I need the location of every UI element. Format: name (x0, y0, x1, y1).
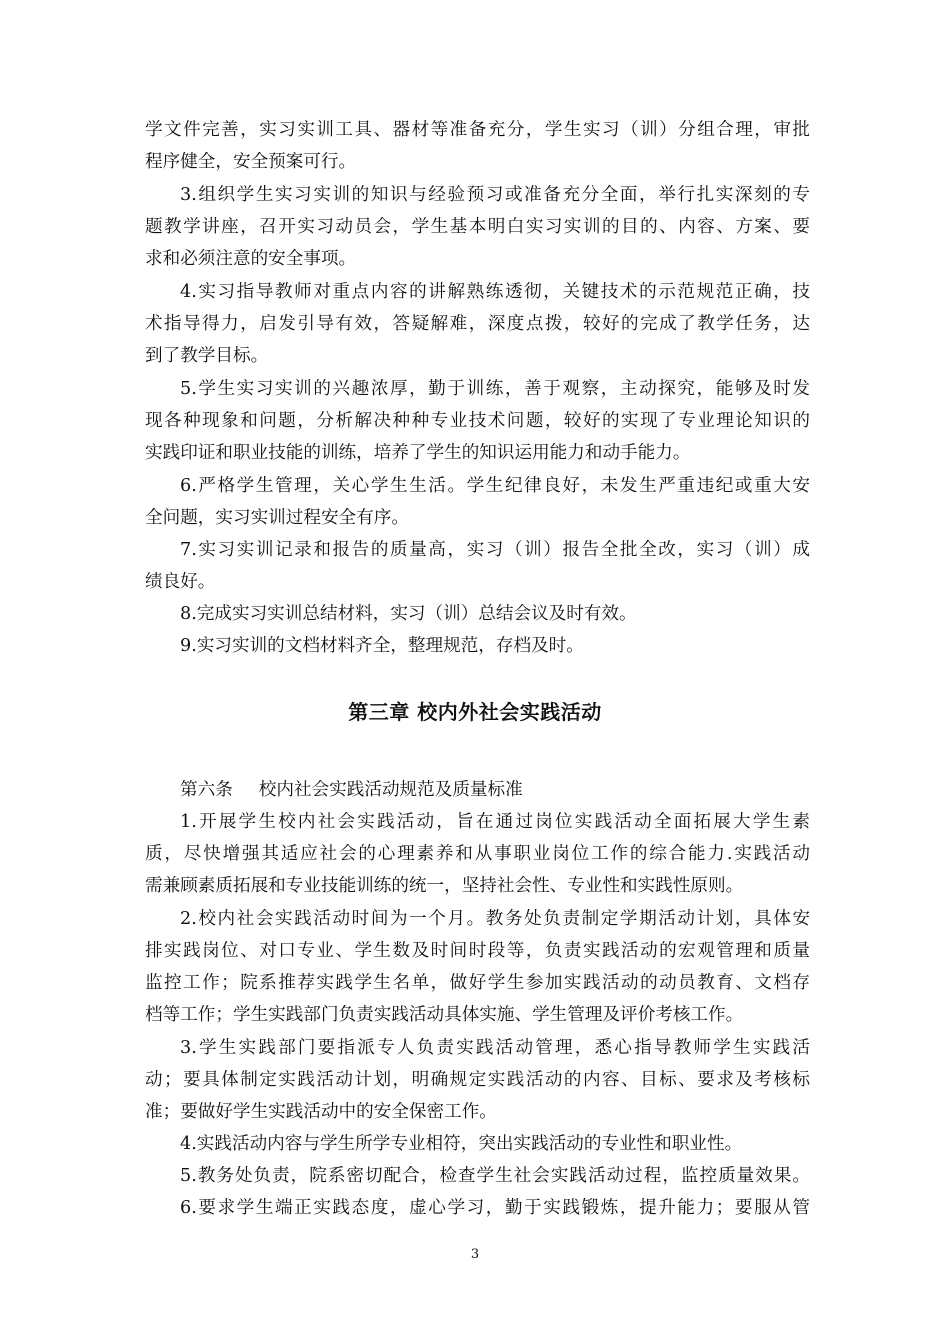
body-text-line: 8.完成实习实训总结材料，实习（训）总结会议及时有效。 (180, 604, 637, 624)
page-number: 3 (470, 1247, 480, 1262)
body-text-line: 现各种现象和问题，分析解决种种专业技术问题，较好的实现了专业理论知识的 (145, 411, 810, 431)
body-text-line: 6.严格学生管理，关心学生生活。学生纪律良好，未发生严重违纪或重大安 (180, 476, 810, 496)
body-text-line: 绩良好。 (145, 572, 216, 592)
body-text-line: 质，尽快增强其适应社会的心理素养和从事职业岗位工作的综合能力.实践活动 (145, 844, 810, 864)
chapter-title: 第三章 校内外社会实践活动 (348, 700, 602, 724)
body-text-line: 7.实习实训记录和报告的质量高，实习（训）报告全批全改，实习（训）成 (180, 540, 810, 560)
body-text-line: 档等工作；学生实践部门负责实践活动具体实施、学生管理及评价考核工作。 (145, 1005, 744, 1025)
body-text-line: 实践印证和职业技能的训练，培养了学生的知识运用能力和动手能力。 (145, 443, 691, 463)
body-text-line: 全问题，实习实训过程安全有序。 (145, 508, 409, 528)
body-text-line: 5.学生实习实训的兴趣浓厚，勤于训练，善于观察，主动探究，能够及时发 (180, 379, 810, 399)
body-text-line: 到了教学目标。 (145, 346, 269, 366)
body-text-line: 动；要具体制定实践活动计划，明确规定实践活动的内容、目标、要求及考核标 (145, 1070, 810, 1090)
body-text-line: 3.组织学生实习实训的知识与经验预习或准备充分全面，举行扎实深刻的专 (180, 185, 810, 205)
body-text-line: 3.学生实践部门要指派专人负责实践活动管理，悉心指导教师学生实践活 (180, 1038, 810, 1058)
article-title: 校内社会实践活动规范及质量标准 (258, 780, 523, 800)
body-text-line: 6.要求学生端正实践态度，虚心学习，勤于实践锻炼，提升能力；要服从管 (180, 1198, 810, 1218)
body-text-line: 9.实习实训的文档材料齐全，整理规范，存档及时。 (180, 636, 584, 656)
body-text-line: 学文件完善，实习实训工具、器材等准备充分，学生实习（训）分组合理，审批 (145, 120, 810, 140)
body-text-line: 2.校内社会实践活动时间为一个月。教务处负责制定学期活动计划，具体安 (180, 909, 810, 929)
body-text-line: 题教学讲座，召开实习动员会，学生基本明白实习实训的目的、内容、方案、要 (145, 217, 810, 237)
article-heading (180, 774, 523, 806)
body-text-line: 需兼顾素质拓展和专业技能训练的统一，坚持社会性、专业性和实践性原则。 (145, 876, 744, 896)
body-text-line: 求和必须注意的安全事项。 (145, 249, 357, 269)
body-text-line: 排实践岗位、对口专业、学生数及时间时段等，负责实践活动的宏观管理和质量 (145, 941, 810, 961)
body-text-line: 准；要做好学生实践活动中的安全保密工作。 (145, 1102, 497, 1122)
body-text-line: 1.开展学生校内社会实践活动，旨在通过岗位实践活动全面拓展大学生素 (180, 812, 810, 832)
article-label: 第六条 (180, 780, 233, 800)
body-text-line: 4.实践活动内容与学生所学专业相符，突出实践活动的专业性和职业性。 (180, 1134, 743, 1154)
body-text-line: 程序健全，安全预案可行。 (145, 152, 357, 172)
body-text-line: 5.教务处负责，院系密切配合，检查学生社会实践活动过程，监控质量效果。 (180, 1166, 810, 1186)
body-text-line: 监控工作；院系推荐实践学生名单，做好学生参加实践活动的动员教育、文档存 (145, 973, 810, 993)
body-text-line: 术指导得力，启发引导有效，答疑解难，深度点拨，较好的完成了教学任务，达 (145, 314, 810, 334)
body-text-line: 4.实习指导教师对重点内容的讲解熟练透彻，关键技术的示范规范正确，技 (180, 282, 810, 302)
